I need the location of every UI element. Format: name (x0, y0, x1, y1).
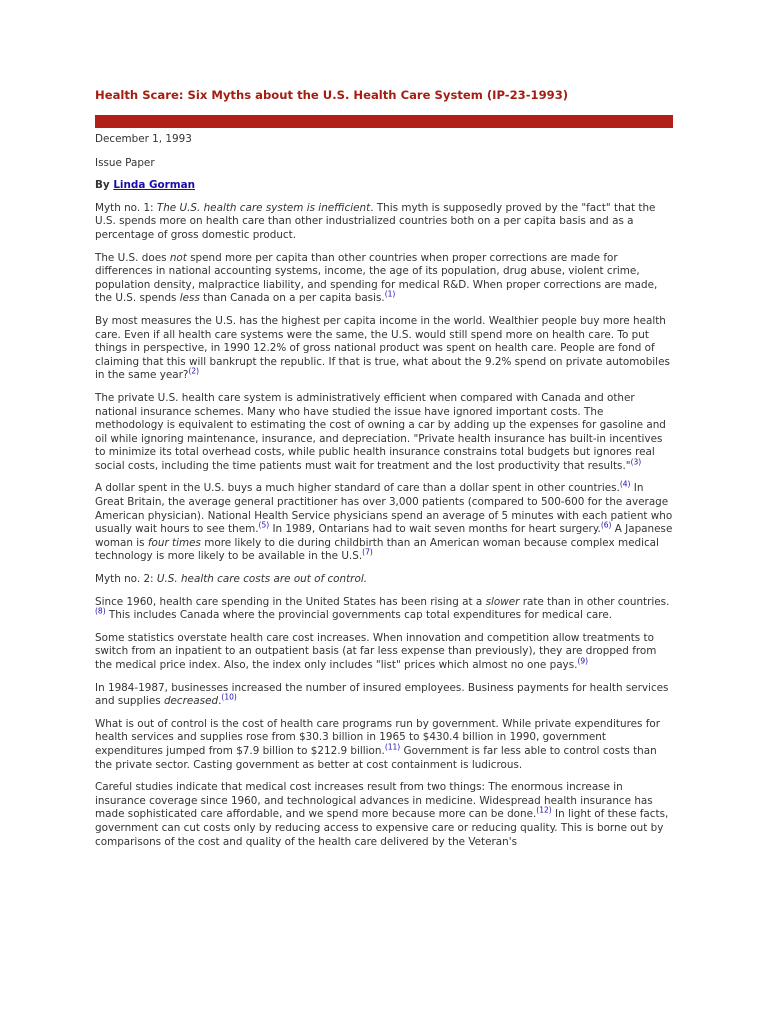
article-title: Health Scare: Six Myths about the U.S. Health Care System (IP-23-1993) (95, 88, 569, 102)
emphasis: less (179, 292, 200, 305)
footnote-link[interactable]: (7) (362, 547, 373, 557)
footnote-link[interactable]: (4) (619, 480, 631, 489)
myth-label: Myth no. 2: (95, 573, 157, 586)
emphasis: slower (485, 595, 520, 608)
paragraph-text: Careful studies indicate that medical cost increases result from two things: The enormous increase in insurance coverage since 1960, and technological advances in medicine. Widespread health insurance has made sophisticated care affordable, and we spend more because more can be done. (95, 781, 653, 821)
paragraph (95, 682, 675, 709)
myth-statement: U.S. health care costs are out of control. (156, 573, 368, 586)
myth-statement: The U.S. health care system is inefficient (156, 201, 371, 214)
paragraph-text: . This myth is supposedly proved by the "fact" that the U.S. spends more on health care than other industrialized countries both on a per capita basis and as a percentage of gross domestic product. (95, 201, 656, 241)
byline-prefix: By (95, 179, 114, 192)
paragraph-myth-1 (95, 202, 675, 243)
paragraph-text: In 1984-1987, businesses increased the number of insured employees. Business payments for health services and supplies (95, 681, 669, 708)
paragraph-text: spend more per capita than other countries when proper corrections are made for differences in national accounting systems, income, the age of its population, drug abuse, violent crime, population density, malpractice liability, and spending for medical R&D. When proper corrections are made, the U.S. spends (95, 251, 658, 305)
paragraph (95, 315, 675, 383)
paragraph-text: In light of these facts, government can cut costs only by reducing access to expensive care or reducing quality. This is borne out by comparisons of the cost and quality of the health care delivered by the Veteran's (95, 808, 669, 848)
emphasis: four times (147, 536, 201, 549)
paragraph-text: rate than in other countries. (519, 595, 670, 608)
footnote-link[interactable]: (10) (221, 692, 237, 702)
footnote-link[interactable]: (8) (95, 606, 106, 616)
title-rule (95, 115, 673, 128)
paragraph-text: By most measures the U.S. has the highest per capita income in the world. Wealthier people buy more health care. Even if all health care systems were the same, the U.S. would still spend more on health care. To put things in perspective, in 1990 12.2% of gross national product was spent on health care. People are fond of claiming that this will bankrupt the republic. If that is true, what about the 9.2% spend on private automobiles in the same year? (95, 314, 670, 382)
footnote-link[interactable]: (3) (630, 457, 642, 467)
myth-label: Myth no. 1: (95, 201, 157, 214)
footnote-link[interactable]: (6) (600, 520, 612, 530)
paragraph (95, 718, 675, 772)
paragraph-text: The private U.S. health care system is administratively efficient when compared with Canada and other national insurance schemes. Many who have studied the issue have ignored important costs. The methodology is equivalent to estimating the cost of owning a car by adding up the expenses for gasoline and oil while ignoring maintenance, insurance, and depreciation. "Private health insurance has built-in incentives to minimize its total overhead costs, while public health insurance constrains total budgets but ignores real social costs, including the time patients must wait for treatment and the lost productivity that results." (95, 391, 666, 472)
paragraph-text: A dollar spent in the U.S. buys a much higher standard of care than a dollar spent in other countries. (95, 482, 620, 495)
footnote-link[interactable]: (1) (384, 289, 396, 299)
footnote-link[interactable]: (9) (577, 656, 589, 666)
emphasis: not (169, 251, 187, 264)
paragraph (95, 781, 675, 849)
paragraph-text: In 1989, Ontarians had to wait seven months for heart surgery. (269, 523, 601, 536)
emphasis: decreased (163, 695, 219, 708)
article-body (95, 133, 675, 858)
paragraph-text: Since 1960, health care spending in the United States has been rising at a (95, 595, 486, 608)
footnote-link[interactable]: (12) (536, 805, 552, 815)
paragraph-text: A Japanese woman is (95, 523, 673, 549)
paragraph-text: Some statistics overstate health care cost increases. When innovation and competition allow treatments to switch from an inpatient to an outpatient basis (at far less expense than previously), they are dropped from the medical price index. Also, the index only includes "list" prices which almost no one pays. (95, 631, 657, 671)
paragraph (95, 596, 675, 623)
byline (95, 179, 675, 193)
footnote-link[interactable]: (2) (188, 366, 200, 376)
footnote-link[interactable]: (11) (384, 742, 401, 752)
paragraph-text: The U.S. does (95, 251, 170, 264)
article-date: December 1, 1993 (95, 133, 192, 145)
paragraph-text: This includes Canada where the provincial governments cap total expenditures for medical care. (105, 609, 613, 622)
paragraph-text: Government is far less able to control costs than the private sector. Casting government as better at cost containment is ludicrous. (95, 744, 657, 771)
author-link[interactable]: Linda Gorman (113, 179, 195, 192)
paragraph-text: than Canada on a per capita basis. (199, 292, 385, 305)
footnote-link[interactable]: (5) (258, 520, 270, 530)
paragraph-text: What is out of control is the cost of health care programs run by government. While private expenditures for health services and supplies rose from $30.3 billion in 1965 to $430.4 billion in 1990, government expenditures jumped from $7.9 billion to $212.9 billion. (95, 717, 661, 757)
paragraph-text: . (218, 695, 222, 708)
paragraph-text: more likely to die during childbirth than an American woman because complex medical technology is more likely to be available in the U.S. (95, 536, 659, 563)
paragraph (95, 482, 675, 564)
paragraph (95, 632, 675, 673)
paragraph (95, 392, 675, 474)
document-type: Issue Paper (95, 156, 155, 169)
paragraph-text: In Great Britain, the average general practitioner has over 3,000 patients (compared to 500-600 for the average American physician). National Health Service physicians spend an average of 5 minutes with each patient who usually wait hours to see them. (95, 482, 673, 536)
paragraph-myth-2 (95, 573, 675, 587)
paragraph (95, 252, 675, 306)
